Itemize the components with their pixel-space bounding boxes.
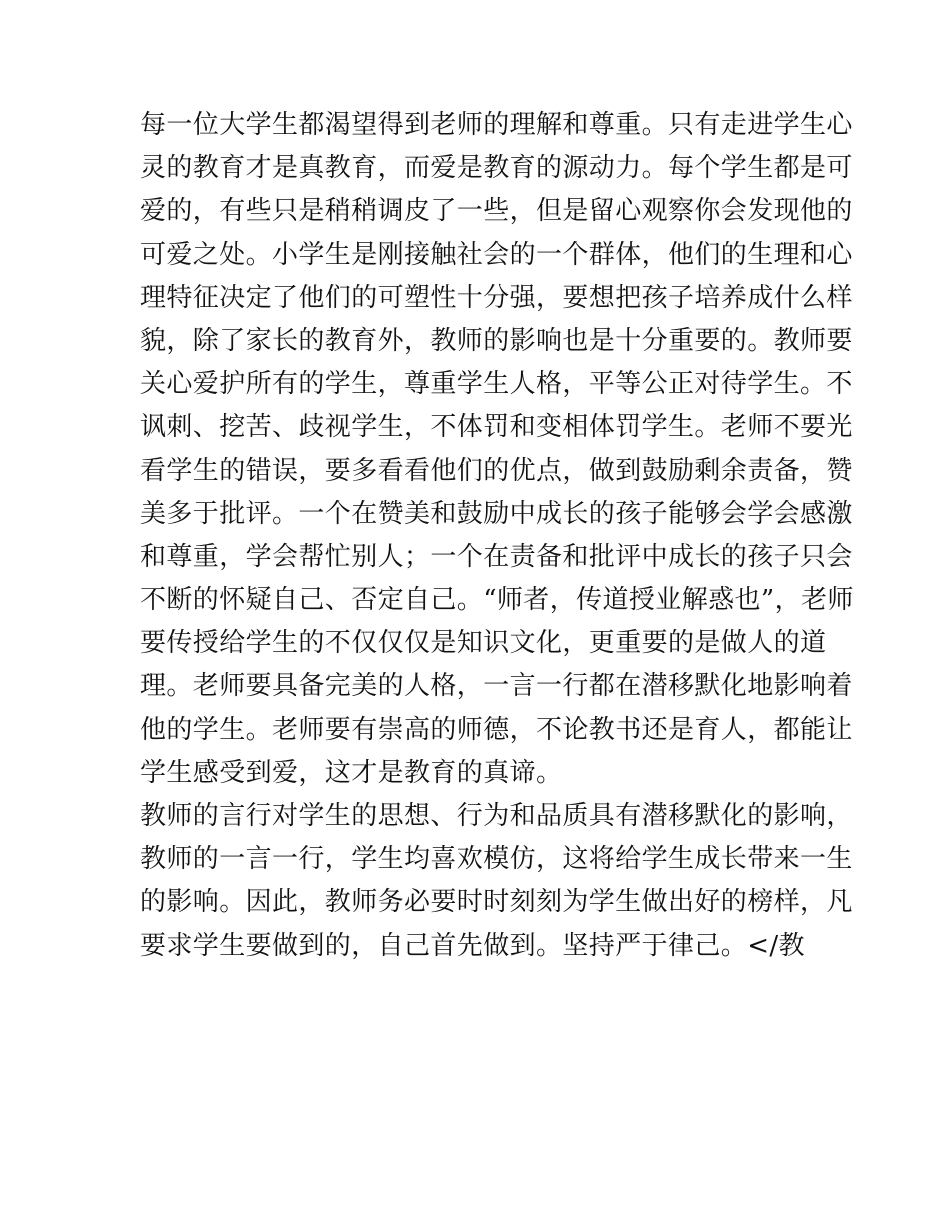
text-line: 教师的言行对学生的思想、行为和品质具有潜移默化的影响，: [140, 801, 853, 831]
text-line: 他的学生。老师要有崇高的师德，不论教书还是育人，都能让: [140, 714, 853, 745]
text-line: 灵的教育才是真教育，而爱是教育的源动力。每个学生都是可: [140, 153, 853, 184]
text-line: 理特征决定了他们的可塑性十分强，要想把孩子培养成什么样: [140, 282, 853, 313]
body-text: [140, 104, 854, 968]
text-line: 理。老师要具备完美的人格，一言一行都在潜移默化地影响着: [140, 671, 853, 702]
text-line: 每一位大学生都渴望得到老师的理解和尊重。只有走进学生心: [140, 110, 853, 140]
text-line: 要传授给学生的不仅仅仅是知识文化，更重要的是做人的道: [140, 628, 827, 659]
text-line: 关心爱护所有的学生，尊重学生人格，平等公正对待学生。不: [140, 369, 853, 400]
text-line: 教师的一言一行，学生均喜欢模仿，这将给学生成长带来一生: [140, 844, 853, 875]
text-line: 美多于批评。一个在赞美和鼓励中成长的孩子能够会学会感激: [140, 498, 853, 529]
text-line: 可爱之处。小学生是刚接触社会的一个群体，他们的生理和心: [140, 239, 853, 270]
text-line: 要求学生要做到的，自己首先做到。坚持严于律己。</教: [140, 930, 805, 961]
text-line: 讽刺、挖苦、歧视学生，不体罚和变相体罚学生。老师不要光: [140, 412, 853, 443]
text-line: 看学生的错误，要多看看他们的优点，做到鼓励剩余责备，赞: [140, 455, 853, 486]
text-line: 学生感受到爱，这才是教育的真谛。: [140, 757, 563, 788]
text-line: 和尊重，学会帮忙别人；一个在责备和批评中成长的孩子只会: [140, 541, 853, 572]
text-line: 的影响。因此，教师务必要时时刻刻为学生做出好的榜样，凡: [140, 887, 853, 918]
text-line: 不断的怀疑自己、否定自己。“师者，传道授业解惑也”，老师: [140, 585, 854, 616]
text-line: 貌，除了家长的教育外，教师的影响也是十分重要的。教师要: [140, 325, 853, 356]
text-line: 爱的，有些只是稍稍调皮了一些，但是留心观察你会发现他的: [140, 196, 853, 227]
